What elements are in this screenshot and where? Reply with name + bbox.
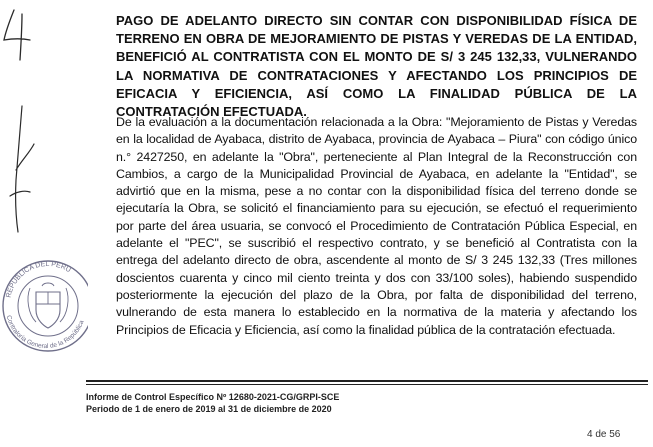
official-seal	[0, 248, 88, 358]
section-heading: PAGO DE ADELANTO DIRECTO SIN CONTAR CON DISPONIBILIDAD FÍSICA DE TERRENO EN OBRA DE MEJORAMIENTO DE PISTAS Y VEREDAS DE LA ENTIDAD, BENEFICIÓ AL CONTRATISTA CON EL MONTO DE S/ 3 245 132,33, VULNERANDO LA NORMATIVA DE CONTRATACIONES Y AFECTANDO LOS PRINCIPIOS DE EFICACIA Y EFICIENCIA, ASÍ COMO LA FINALIDAD PÚBLICA DE LA CONTRATACIÓN EFECTUADA.	[116, 13, 637, 120]
footer-divider-thin	[86, 384, 648, 385]
handwritten-initial-mark	[0, 6, 40, 66]
footer-report-id: Informe de Control Específico Nº 12680-2021-CG/GRPI-SCE	[86, 392, 340, 402]
footer-divider-thick	[86, 380, 648, 382]
footer-period: Periodo de 1 de enero de 2019 al 31 de diciembre de 2020	[86, 404, 332, 414]
body-paragraph: De la evaluación a la documentación relacionada a la Obra: "Mejoramiento de Pistas y Veredas en la localidad de Ayabaca, distrito de Ayabaca, provincia de Ayabaca – Piura" con código único n.° 2427250, en adelante la "Obra", perteneciente al Plan Integral de la Reconstrucción con Cambios, a cargo de la Municipalidad Provincial de Ayabaca, en adelante la "Entidad", se advirtió que en la misma, pese a no contar con la disponibilidad física del terreno donde se ejecutaría la Obra, se solicitó el financiamiento para su ejecución, se efectuó el requerimiento por parte del área usuaria, se convocó el Procedimiento de Contratación Pública Especial, en adelante el "PEC", se suscribió el respectivo contrato, y se benefició al Contratista con la entrega del adelanto directo de obra, ascendente al monto de S/ 3 245 132,33 (Tres millones doscientos cuarenta y cinco mil ciento treinta y dos con 33/100 soles), habiendo suspendido posteriormente la ejecución del plazo de la Obra, por falta de disponibilidad del terreno, vulnerando de esta manera lo establecido en la normativa de la materia y afectando los Principios de Eficacia y Eficiencia, así como la finalidad pública de la contratación efectuada.	[116, 115, 637, 337]
handwritten-signature	[2, 100, 42, 240]
seal-text-top: REPÚBLICA DEL PERÚ	[5, 260, 72, 299]
page-number: 4 de 56	[587, 429, 621, 440]
seal-text-bottom: Contraloría General de la República	[4, 314, 86, 351]
